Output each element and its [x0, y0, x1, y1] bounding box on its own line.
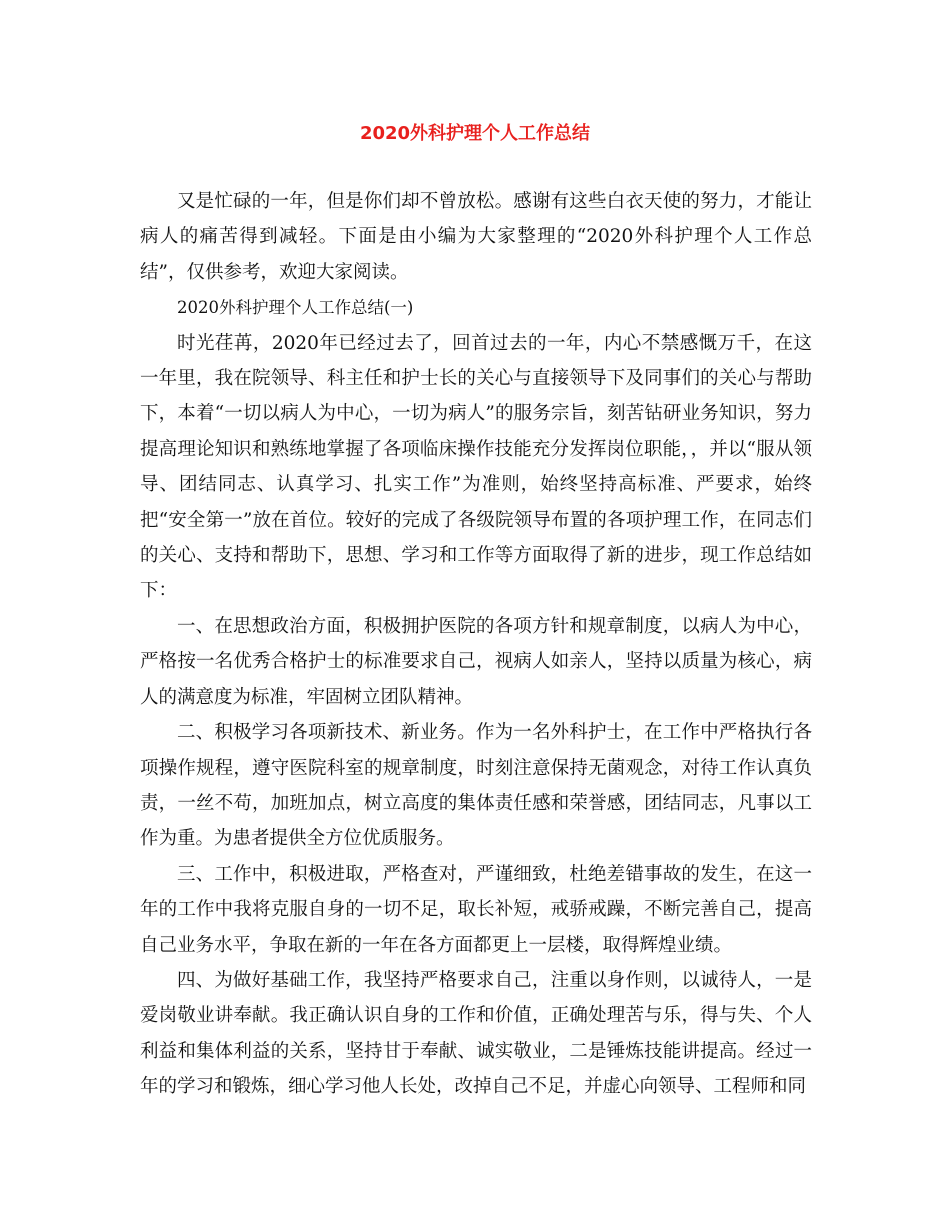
document-body	[140, 184, 812, 1105]
body-paragraph: 时光荏苒，2020年已经过去了，回首过去的一年，内心不禁感慨万千，在这一年里，我在院领导、科主任和护士长的关心与直接领导下及同事们的关心与帮助下，本着“一切以病人为中心，一切为病人”的服务宗旨，刻苦钻研业务知识，努力提高理论知识和熟练地掌握了各项临床操作技能充分发挥岗位职能，，并以“服从领导、团结同志、认真学习、扎实工作”为准则，始终坚持高标准、严要求，始终把“安全第一”放在首位。较好的完成了各级院领导布置的各项护理工作，在同志们的关心、支持和帮助下，思想、学习和工作等方面取得了新的进步，现工作总结如下：	[140, 332, 812, 602]
intro-paragraph: 又是忙碌的一年，但是你们却不曾放松。感谢有这些白衣天使的努力，才能让病人的痛苦得到减轻。下面是由小编为大家整理的“2020外科护理个人工作总结”，仅供参考，欢迎大家阅读。	[140, 191, 812, 283]
body-paragraph: 四、为做好基础工作，我坚持严格要求自己，注重以身作则，以诚待人，一是爱岗敬业讲奉献。我正确认识自身的工作和价值，正确处理苦与乐，得与失、个人利益和集体利益的关系，坚持甘于奉献、诚实敬业，二是锤炼技能讲提高。经过一年的学习和锻炼，细心学习他人长处，改掉自己不足，并虚心向领导、工程师和同	[140, 969, 812, 1098]
body-paragraph: 三、工作中，积极进取，严格查对，严谨细致，杜绝差错事故的发生，在这一年的工作中我将克服自身的一切不足，取长补短，戒骄戒躁，不断完善自己，提高自己业务水平，争取在新的一年在各方面都更上一层楼，取得辉煌业绩。	[140, 863, 812, 956]
section-heading: 2020外科护理个人工作总结(一)	[177, 298, 414, 318]
body-paragraph: 二、积极学习各项新技术、新业务。作为一名外科护士，在工作中严格执行各项操作规程，遵守医院科室的规章制度，时刻注意保持无菌观念，对待工作认真负责，一丝不苟，加班加点，树立高度的集体责任感和荣誉感，团结同志，凡事以工作为重。为患者提供全方位优质服务。	[140, 722, 812, 850]
document-title: 2020外科护理个人工作总结	[359, 123, 591, 144]
body-paragraph: 一、在思想政治方面，积极拥护医院的各项方针和规章制度，以病人为中心，严格按一名优秀合格护士的标准要求自己，视病人如亲人，坚持以质量为核心，病人的满意度为标准，牢固树立团队精神。	[140, 615, 812, 708]
